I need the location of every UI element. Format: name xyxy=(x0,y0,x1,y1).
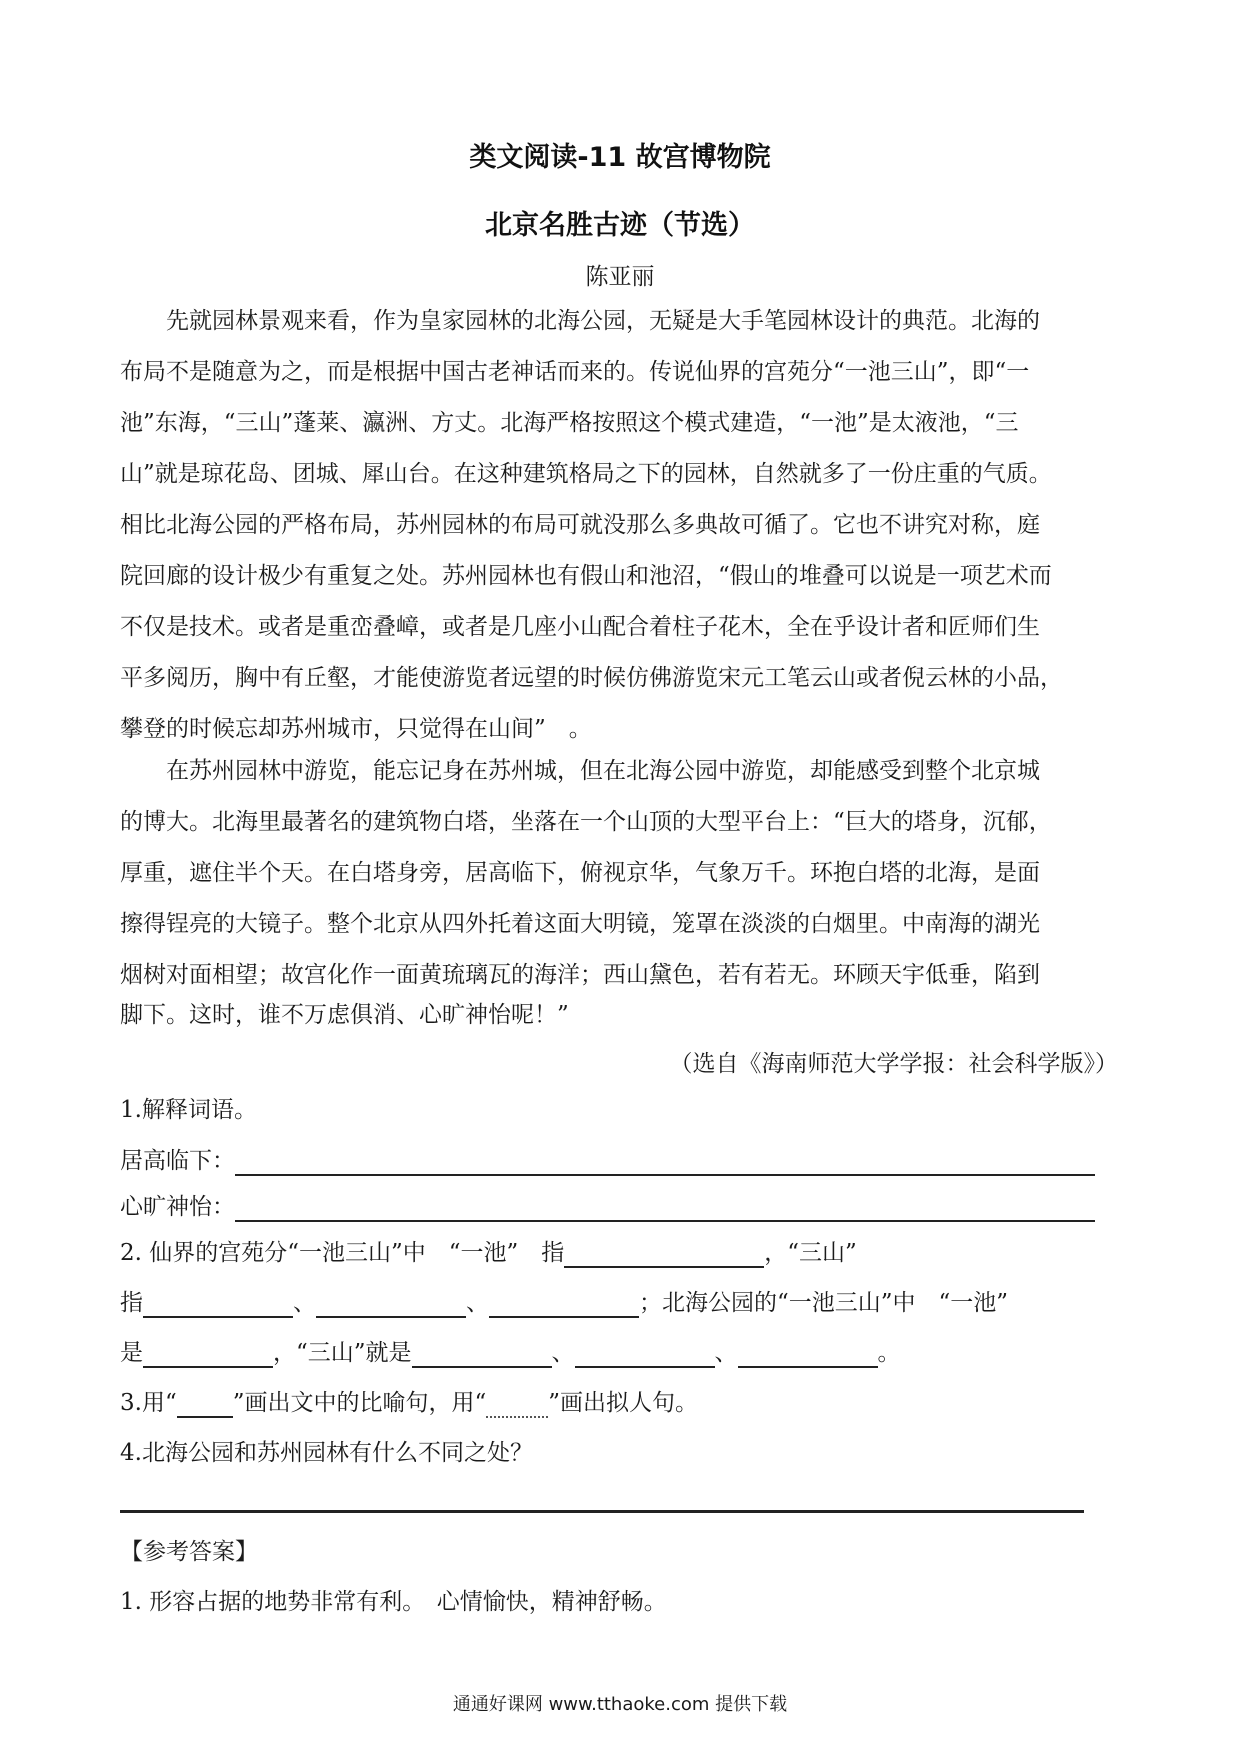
passage-line: 脚下。这时，谁不万虑俱消、心旷神怡呢！” xyxy=(120,1002,569,1028)
answer-blank[interactable] xyxy=(143,1340,273,1368)
answer-blank[interactable] xyxy=(316,1290,466,1318)
answer-1: 1. 形容占据的地势非常有利。 心情愉快，精神舒畅。 xyxy=(120,1589,667,1615)
question-2-line-2 xyxy=(120,1288,1008,1318)
passage-line: 院回廊的设计极少有重复之处。苏州园林也有假山和池沼，“假山的堆叠可以说是一项艺术而 xyxy=(120,563,1052,589)
question-1-title: 1.解释词语。 xyxy=(120,1097,257,1123)
question-1-item-1 xyxy=(120,1146,1095,1176)
passage-line: 不仅是技术。或者是重峦叠嶂，或者是几座小山配合着柱子花木，全在乎设计者和匠师们生 xyxy=(120,614,1040,640)
article-title: 北京名胜古迹（节选） xyxy=(485,210,755,241)
passage-line: 先就园林景观来看，作为皇家园林的北海公园，无疑是大手笔园林设计的典范。北海的 xyxy=(120,308,1040,334)
question-1-item-2 xyxy=(120,1192,1095,1222)
passage-line: 布局不是随意为之，而是根据中国古老神话而来的。传说仙界的宫苑分“一池三山”，即“一 xyxy=(120,359,1030,385)
passage-line: 厚重，遮住半个天。在白塔身旁，居高临下，俯视京华，气象万千。环抱白塔的北海，是面 xyxy=(120,860,1040,886)
answer-line[interactable] xyxy=(120,1510,1084,1513)
passage-line: 烟树对面相望；故宫化作一面黄琉璃瓦的海洋；西山黛色，若有若无。环顾天宇低垂，陷到 xyxy=(120,962,1040,988)
question-text: 2. 仙界的宫苑分“一池三山”中 “一池” 指 xyxy=(120,1240,565,1266)
term-label: 居高临下： xyxy=(120,1148,235,1174)
question-4: 4.北海公园和苏州园林有什么不同之处？ xyxy=(120,1440,533,1466)
answers-heading: 【参考答案】 xyxy=(120,1539,258,1565)
question-text: ；北海公园的“一池三山”中 “一池” xyxy=(639,1290,1009,1316)
question-text: 指 xyxy=(120,1290,143,1316)
answer-blank[interactable] xyxy=(738,1340,878,1368)
question-text: 3.用“ xyxy=(120,1390,177,1416)
question-text: ”画出拟人句。 xyxy=(548,1390,698,1416)
question-2-line-3 xyxy=(120,1338,901,1368)
passage-line: 攀登的时候忘却苏州城市，只觉得在山间” 。 xyxy=(120,716,592,742)
passage-line: 的博大。北海里最著名的建筑物白塔，坐落在一个山顶的大型平台上：“巨大的塔身，沉郁， xyxy=(120,809,1052,835)
question-text: 、 xyxy=(293,1290,316,1316)
answer-blank[interactable] xyxy=(489,1290,639,1318)
question-3 xyxy=(120,1388,698,1418)
answer-blank[interactable] xyxy=(575,1340,715,1368)
passage-line: 相比北海公园的严格布局，苏州园林的布局可就没那么多典故可循了。它也不讲究对称，庭 xyxy=(120,512,1040,538)
wavy-underline-sample xyxy=(486,1392,548,1418)
author-name: 陈亚丽 xyxy=(585,264,655,290)
passage-line: 山”就是琼花岛、团城、犀山台。在这种建筑格局之下的园林，自然就多了一份庄重的气质。 xyxy=(120,461,1052,487)
question-2-line-1 xyxy=(120,1238,857,1268)
question-text: 、 xyxy=(714,1340,738,1366)
question-text: ，“三山”就是 xyxy=(273,1340,412,1366)
question-text: ，“三山” xyxy=(764,1240,857,1266)
question-text: 是 xyxy=(120,1340,143,1366)
question-text: ”画出文中的比喻句，用“ xyxy=(232,1390,487,1416)
answer-blank[interactable] xyxy=(412,1340,552,1368)
page-title: 类文阅读-11 故宫博物院 xyxy=(469,142,771,173)
term-label: 心旷神怡： xyxy=(120,1194,235,1220)
source-citation: （选自《海南师范大学学报：社会科学版》） xyxy=(669,1051,1118,1077)
question-text: 、 xyxy=(551,1340,575,1366)
passage-line: 平多阅历，胸中有丘壑，才能使游览者远望的时候仿佛游览宋元工笔云山或者倪云林的小品， xyxy=(120,665,1063,691)
passage-line: 擦得锃亮的大镜子。整个北京从四外托着这面大明镜，笼罩在淡淡的白烟里。中南海的湖光 xyxy=(120,911,1040,937)
answer-blank[interactable] xyxy=(143,1290,293,1318)
question-text: 、 xyxy=(466,1290,489,1316)
answer-blank[interactable] xyxy=(235,1148,1095,1176)
answer-blank[interactable] xyxy=(564,1240,764,1268)
passage-line: 池”东海，“三山”蓬莱、瀛洲、方丈。北海严格按照这个模式建造，“一池”是太液池，“三 xyxy=(120,410,1019,436)
footer-text: 通通好课网 www.tthaoke.com 提供下载 xyxy=(452,1694,788,1715)
answer-blank[interactable] xyxy=(235,1194,1095,1222)
straight-underline-sample xyxy=(177,1390,233,1418)
passage-line: 在苏州园林中游览，能忘记身在苏州城，但在北海公园中游览，却能感受到整个北京城 xyxy=(120,758,1040,784)
question-text: 。 xyxy=(877,1340,901,1366)
